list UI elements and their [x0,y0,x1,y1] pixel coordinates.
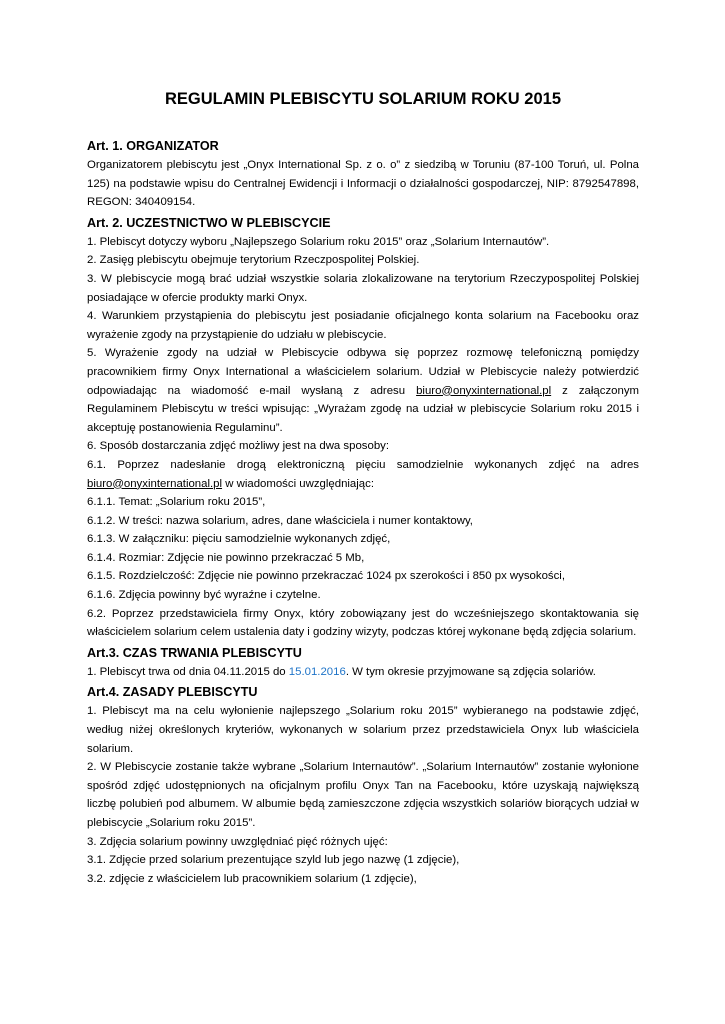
art2-item-6-1-3: 6.1.3. W załączniku: pięciu samodzielnie wykonanych zdjęć, [87,533,391,546]
art2-p61-text-after: w wiadomości uwzględniając: [222,477,374,490]
art2-item-6-1-1: 6.1.1. Temat: „Solarium roku 2015”, [87,496,266,509]
art4-heading: Art.4. ZASADY PLEBISCYTU [87,685,258,700]
art3-p1-text-before: 1. Plebiscyt trwa od dnia 04.11.2015 do [87,665,289,678]
art4-item-3-1: 3.1. Zdjęcie przed solarium prezentujące szyld lub jego nazwę (1 zdjęcie), [87,854,460,867]
art3-p1-text-after: . W tym okresie przyjmowane są zdjęcia solariów. [345,665,596,678]
art2-item-6-1-5: 6.1.5. Rozdzielczość: Zdjęcie nie powinno przekraczać 1024 px szerokości i 850 px wysokości, [87,570,566,583]
art2-paragraph-1: 1. Plebiscyt dotyczy wyboru „Najlepszego Solarium roku 2015” oraz „Solarium Internautów”. [87,235,550,248]
art2-p5-text-after: z załączonym Regulaminem Plebiscytu w treści wpisując: „Wyrażam zgodę na udział w plebiscycie Solarium roku 2015 i akceptuję postanowienia Regulaminu”. [87,384,639,434]
art2-paragraph-5 [87,344,639,437]
art2-item-6-1-2: 6.1.2. W treści: nazwa solarium, adres, dane właściciela i numer kontaktowy, [87,514,473,527]
art2-item-6-1-6: 6.1.6. Zdjęcia powinny być wyraźne i czytelne. [87,589,321,602]
art2-heading: Art. 2. UCZESTNICTWO W PLEBISCYCIE [87,215,331,230]
art2-p5-text-before: 5. Wyrażenie zgody na udział w Plebiscycie odbywa się poprzez rozmowę telefoniczną pomiędzy pracownikiem firmy Onyx International a właścicielem solarium. Udział w Plebiscycie należy potwierdzić odpowiadając na wiadomość e-mail wysłaną z adresu [87,347,639,397]
art2-item-6-1-4: 6.1.4. Rozmiar: Zdjęcie nie powinno przekraczać 5 Mb, [87,551,365,564]
art3-paragraph-1 [87,663,639,682]
art4-paragraph-1: 1. Plebiscyt ma na celu wyłonienie najlepszego „Solarium roku 2015” wybieranego na podstawie zdjęć, według niżej określonych kryteriów, wykonanych w solarium przez przedstawiciela Onyx lub właściciela solarium. [87,705,639,755]
email-link[interactable]: biuro@onyxinternational.pl [87,477,223,490]
art2-paragraph-3: 3. W plebiscycie mogą brać udział wszystkie solaria zlokalizowane na terytorium Rzeczypospolitej Polskiej posiadające w ofercie produkty marki Onyx. [87,272,639,304]
art2-p61-text-before: 6.1. Poprzez nadesłanie drogą elektroniczną pięciu samodzielnie wykonanych zdjęć na adres [87,458,639,471]
document-page [87,88,639,888]
art2-paragraph-4: 4. Warunkiem przystąpienia do plebiscytu jest posiadanie oficjalnego konta solarium na Facebooku oraz wyrażenie zgody na przystąpienie do udziału w plebiscycie. [87,310,639,341]
art2-paragraph-6: 6. Sposób dostarczania zdjęć możliwy jest na dwa sposoby: [87,440,390,453]
art4-paragraph-2: 2. W Plebiscycie zostanie także wybrane „Solarium Internautów”. „Solarium Internautów” zostanie wyłonione spośród zdjęć udostępnionych na oficjalnym profilu Onyx Tan na Facebooku, które uzyskają największą liczbę polubień pod albumem. W albumie będą zamieszczone zdjęcia wszystkich solariów biorących udział w plebiscycie „Solarium roku 2015”. [87,761,639,829]
art2-paragraph-2: 2. Zasięg plebiscytu obejmuje terytorium Rzeczpospolitej Polskiej. [87,254,420,267]
art1-text: Organizatorem plebiscytu jest „Onyx International Sp. z o. o” z siedzibą w Toruniu (87-100 Toruń, ul. Polna 125) na podstawie wpisu do Centralnej Ewidencji i Informacji o działalności gospodarczej, NIP: 8792547898, REGON: 340409154. [87,159,639,209]
art3-heading: Art.3. CZAS TRWANIA PLEBISCYTU [87,645,302,660]
art4-item-3-2: 3.2. zdjęcie z właścicielem lub pracownikiem solarium (1 zdjęcie), [87,872,417,885]
end-date: 15.01.2016 [288,665,346,678]
document-title: REGULAMIN PLEBISCYTU SOLARIUM ROKU 2015 [164,90,562,108]
email-link[interactable]: biuro@onyxinternational.pl [416,384,552,397]
art4-paragraph-3: 3. Zdjęcia solarium powinny uwzględniać pięć różnych ujęć: [87,835,388,848]
art2-paragraph-6-2: 6.2. Poprzez przedstawiciela firmy Onyx, który zobowiązany jest do wcześniejszego skontaktowania się właścicielem solarium celem ustalenia daty i godziny wizyty, podczas której wykonane będą zdjęcia solarium. [87,607,639,639]
art1-heading: Art. 1. ORGANIZATOR [87,139,219,153]
art2-paragraph-6-1 [87,456,639,493]
